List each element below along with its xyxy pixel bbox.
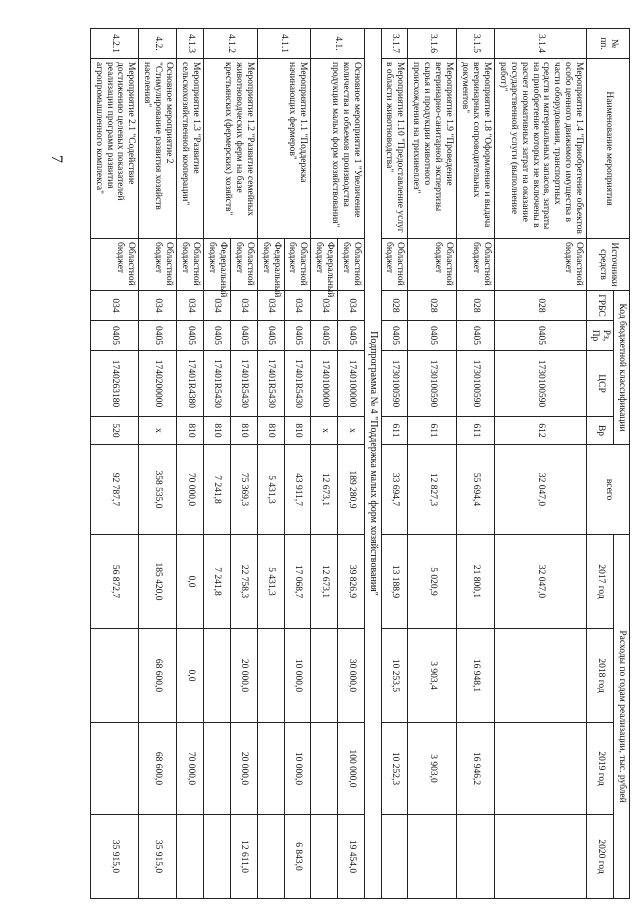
cell-csr: 1740100000 xyxy=(311,351,338,417)
cell-vr: 810 xyxy=(204,417,231,445)
cell-grbs: 034 xyxy=(284,291,311,321)
funding-source: Областной бюджет xyxy=(177,239,204,291)
table-row xyxy=(177,29,204,899)
cell-y2018: 20 000,0 xyxy=(230,629,257,723)
cell-vr: 810 xyxy=(284,417,311,445)
cell-y2018: 30 000,0 xyxy=(338,629,365,723)
activity-name: Основное мероприятие 1 "Увеличение количества и объемов производства продукции малых форм хозяйствования" xyxy=(311,59,365,239)
cell-csr: 17401R5430 xyxy=(284,351,311,417)
table-row xyxy=(230,29,257,899)
table-row xyxy=(408,29,457,899)
cell-y2020: 6 843,0 xyxy=(284,815,311,899)
cell-total: 358 535,0 xyxy=(139,445,177,535)
funding-source: Областной бюджет xyxy=(494,239,586,291)
table-row xyxy=(338,29,365,899)
row-number: 3.1.5 xyxy=(457,29,495,59)
cell-rz: 0405 xyxy=(284,321,311,351)
cell-csr: 1730100590 xyxy=(494,351,586,417)
header-code-group: Код бюджетной классификации xyxy=(614,291,630,445)
cell-grbs: 028 xyxy=(408,291,457,321)
cell-vr: 611 xyxy=(457,417,495,445)
cell-y2020: 35 915,0 xyxy=(139,815,177,899)
cell-grbs: 034 xyxy=(257,291,284,321)
activity-name: Мероприятие 1.10 "Предоставление услуг в области животноводства" xyxy=(381,59,408,239)
cell-rz: 0405 xyxy=(204,321,231,351)
activity-name: Мероприятие 1.2 "Развитие семейных животноводческих ферм на базе крестьянских (фермерских) хозяйств" xyxy=(204,59,258,239)
rotated-page xyxy=(90,28,630,898)
cell-grbs: 028 xyxy=(381,291,408,321)
table-row xyxy=(139,29,177,899)
row-number: 4.2.1 xyxy=(90,29,139,59)
cell-csr: 1730100590 xyxy=(408,351,457,417)
cell-y2019: 10 000,0 xyxy=(284,723,311,815)
cell-vr: х xyxy=(338,417,365,445)
cell-vr: х xyxy=(139,417,177,445)
cell-y2019: 16 946,2 xyxy=(457,723,495,815)
cell-grbs: 034 xyxy=(139,291,177,321)
cell-vr: 612 xyxy=(494,417,586,445)
cell-csr: 17401R5430 xyxy=(230,351,257,417)
activity-name: Мероприятие 2.1 "Содействие достижению целевых показателей реализации программ развития агропромышленного комплекса" xyxy=(90,59,139,239)
cell-vr: 810 xyxy=(257,417,284,445)
cell-rz: 0405 xyxy=(338,321,365,351)
funding-source: Областной бюджет xyxy=(90,239,139,291)
cell-y2020 xyxy=(311,815,338,899)
cell-vr: х xyxy=(311,417,338,445)
cell-total: 12 827,3 xyxy=(408,445,457,535)
cell-y2019 xyxy=(311,723,338,815)
cell-y2019 xyxy=(90,723,139,815)
header-grbs: ГРБС xyxy=(587,291,614,321)
cell-vr: 611 xyxy=(408,417,457,445)
cell-y2020: 12 611,0 xyxy=(230,815,257,899)
cell-grbs: 034 xyxy=(338,291,365,321)
cell-rz: 0405 xyxy=(457,321,495,351)
cell-vr: 520 xyxy=(90,417,139,445)
cell-y2018: 10 253,5 xyxy=(381,629,408,723)
header-2018: 2018 год xyxy=(587,629,614,723)
cell-total: 189 280,9 xyxy=(338,445,365,535)
cell-y2019: 3 903,0 xyxy=(408,723,457,815)
cell-vr: 810 xyxy=(230,417,257,445)
header-2020: 2020 год xyxy=(587,815,614,899)
funding-source: Областной бюджет xyxy=(284,239,311,291)
cell-rz: 0405 xyxy=(311,321,338,351)
cell-y2020: 35 915,0 xyxy=(90,815,139,899)
budget-table xyxy=(90,28,630,899)
activity-name: Мероприятие 1.3 "Развитие сельскохозяйственной кооперации" xyxy=(177,59,204,239)
cell-y2019: 68 600,0 xyxy=(139,723,177,815)
row-number: 3.1.7 xyxy=(381,29,408,59)
cell-y2018 xyxy=(257,629,284,723)
cell-y2017: 185 420,0 xyxy=(139,535,177,629)
cell-csr: 1740263180 xyxy=(90,351,139,417)
cell-rz: 0405 xyxy=(90,321,139,351)
cell-y2017: 17 068,7 xyxy=(284,535,311,629)
cell-y2017: 21 800,1 xyxy=(457,535,495,629)
funding-source: Областной бюджет xyxy=(408,239,457,291)
subprogram-row xyxy=(365,29,382,899)
cell-y2017: 7 241,8 xyxy=(204,535,231,629)
cell-rz: 0405 xyxy=(494,321,586,351)
header-total: всего xyxy=(587,445,630,535)
activity-name: Мероприятие 1.8 "Оформление и выдача ветеринарных сопроводительных документов" xyxy=(457,59,495,239)
header-source: Источники средств xyxy=(587,239,630,291)
cell-csr: 17401R5430 xyxy=(257,351,284,417)
cell-y2020 xyxy=(381,815,408,899)
cell-y2020 xyxy=(257,815,284,899)
cell-y2020 xyxy=(408,815,457,899)
cell-grbs: 034 xyxy=(204,291,231,321)
cell-y2019 xyxy=(204,723,231,815)
cell-y2017: 39 826,9 xyxy=(338,535,365,629)
cell-total: 12 673,1 xyxy=(311,445,338,535)
cell-vr: 810 xyxy=(177,417,204,445)
funding-source: Областной бюджет xyxy=(338,239,365,291)
cell-grbs: 034 xyxy=(230,291,257,321)
cell-y2019: 100 000,0 xyxy=(338,723,365,815)
activity-name: Основное мероприятие 2 "Стимулирование развития хозяйств населения" xyxy=(139,59,177,239)
row-number: 3.1.4 xyxy=(494,29,586,59)
cell-y2019: 20 000,0 xyxy=(230,723,257,815)
funding-source: Областной бюджет xyxy=(230,239,257,291)
cell-total: 32 047,0 xyxy=(494,445,586,535)
row-number: 4.1.3 xyxy=(177,29,204,59)
cell-rz: 0405 xyxy=(139,321,177,351)
funding-source: Федеральный бюджет xyxy=(257,239,284,291)
cell-grbs: 028 xyxy=(457,291,495,321)
cell-y2019: 10 252,3 xyxy=(381,723,408,815)
cell-y2017: 0,0 xyxy=(177,535,204,629)
cell-total: 75 369,3 xyxy=(230,445,257,535)
cell-rz: 0405 xyxy=(381,321,408,351)
cell-y2020 xyxy=(457,815,495,899)
header-2017: 2017 год xyxy=(587,535,614,629)
cell-y2018: 68 600,0 xyxy=(139,629,177,723)
cell-y2020 xyxy=(177,815,204,899)
cell-y2017: 5 431,3 xyxy=(257,535,284,629)
row-number: 4.1. xyxy=(311,29,365,59)
header-name: Наименование мероприятия xyxy=(587,59,630,239)
cell-total: 5 431,3 xyxy=(257,445,284,535)
cell-csr: 17401R4380 xyxy=(177,351,204,417)
cell-total: 7 241,8 xyxy=(204,445,231,535)
table-row xyxy=(381,29,408,899)
cell-csr: 17401R5430 xyxy=(204,351,231,417)
cell-total: 92 787,7 xyxy=(90,445,139,535)
cell-y2018 xyxy=(204,629,231,723)
header-no: № пп. xyxy=(587,29,630,59)
cell-y2019: 70 000,0 xyxy=(177,723,204,815)
cell-y2018 xyxy=(90,629,139,723)
funding-source: Областной бюджет xyxy=(381,239,408,291)
cell-y2018 xyxy=(311,629,338,723)
cell-csr: 1730100590 xyxy=(381,351,408,417)
header-vr: Вр xyxy=(587,417,614,445)
table-row xyxy=(284,29,311,899)
cell-grbs: 028 xyxy=(494,291,586,321)
funding-source: Федеральный бюджет xyxy=(204,239,231,291)
cell-y2019 xyxy=(494,723,586,815)
activity-name: Мероприятие 1.4 "Приобретение объектов особо ценного движимого имущества в части оборудования, транспортных средств и материальных запасов, затраты на приобретение которых не включены в расчет нормативных затрат на оказание государственной услуги (выполнение работ)" xyxy=(494,59,586,239)
cell-y2018 xyxy=(494,629,586,723)
cell-y2017: 12 673,1 xyxy=(311,535,338,629)
row-number: 4.1.2 xyxy=(204,29,258,59)
header-2019: 2019 год xyxy=(587,723,614,815)
funding-source: Федеральный бюджет xyxy=(311,239,338,291)
cell-total: 70 000,0 xyxy=(177,445,204,535)
cell-csr: 1730100590 xyxy=(457,351,495,417)
activity-name: Мероприятие 1.9 "Проведение ветеринарно-санитарной экспертизы сырья и продукции животного происхождения на трихинеллез" xyxy=(408,59,457,239)
table-row xyxy=(457,29,495,899)
funding-source: Областной бюджет xyxy=(457,239,495,291)
cell-rz: 0405 xyxy=(230,321,257,351)
cell-grbs: 034 xyxy=(177,291,204,321)
row-number: 4.1.1 xyxy=(257,29,311,59)
header-rzpr: Рз, Пр xyxy=(587,321,614,351)
cell-rz: 0405 xyxy=(408,321,457,351)
page-number: 7 xyxy=(48,155,65,163)
header-csr: ЦСР xyxy=(587,351,614,417)
cell-total: 43 911,7 xyxy=(284,445,311,535)
cell-y2018: 16 948,1 xyxy=(457,629,495,723)
cell-y2017: 5 020,9 xyxy=(408,535,457,629)
cell-rz: 0405 xyxy=(177,321,204,351)
cell-y2019 xyxy=(257,723,284,815)
activity-name: Мероприятие 1.1 "Поддержка начинающих фермеров" xyxy=(257,59,311,239)
cell-y2018: 3 903,4 xyxy=(408,629,457,723)
header-expenses-group: Расходы по годам реализации, тыс. рублей xyxy=(614,535,630,899)
funding-source: Областной бюджет xyxy=(139,239,177,291)
cell-y2017: 13 188,9 xyxy=(381,535,408,629)
cell-y2018: 10 000,0 xyxy=(284,629,311,723)
subprogram-title: Подпрограмма № 4 "Поддержка малых форм хозяйствования" xyxy=(365,29,382,899)
cell-total: 33 694,7 xyxy=(381,445,408,535)
cell-y2020: 19 454,0 xyxy=(338,815,365,899)
cell-y2017: 32 047,0 xyxy=(494,535,586,629)
cell-y2020 xyxy=(494,815,586,899)
cell-y2017: 56 872,7 xyxy=(90,535,139,629)
cell-y2018: 0,0 xyxy=(177,629,204,723)
table-row xyxy=(90,29,139,899)
cell-vr: 611 xyxy=(381,417,408,445)
cell-grbs: 034 xyxy=(311,291,338,321)
cell-csr: 1740100000 xyxy=(338,351,365,417)
row-number: 3.1.6 xyxy=(408,29,457,59)
table-row xyxy=(494,29,586,899)
cell-total: 55 694,4 xyxy=(457,445,495,535)
cell-y2017: 22 758,3 xyxy=(230,535,257,629)
cell-rz: 0405 xyxy=(257,321,284,351)
cell-csr: 1740200000 xyxy=(139,351,177,417)
row-number: 4.2. xyxy=(139,29,177,59)
cell-grbs: 034 xyxy=(90,291,139,321)
cell-y2020 xyxy=(204,815,231,899)
